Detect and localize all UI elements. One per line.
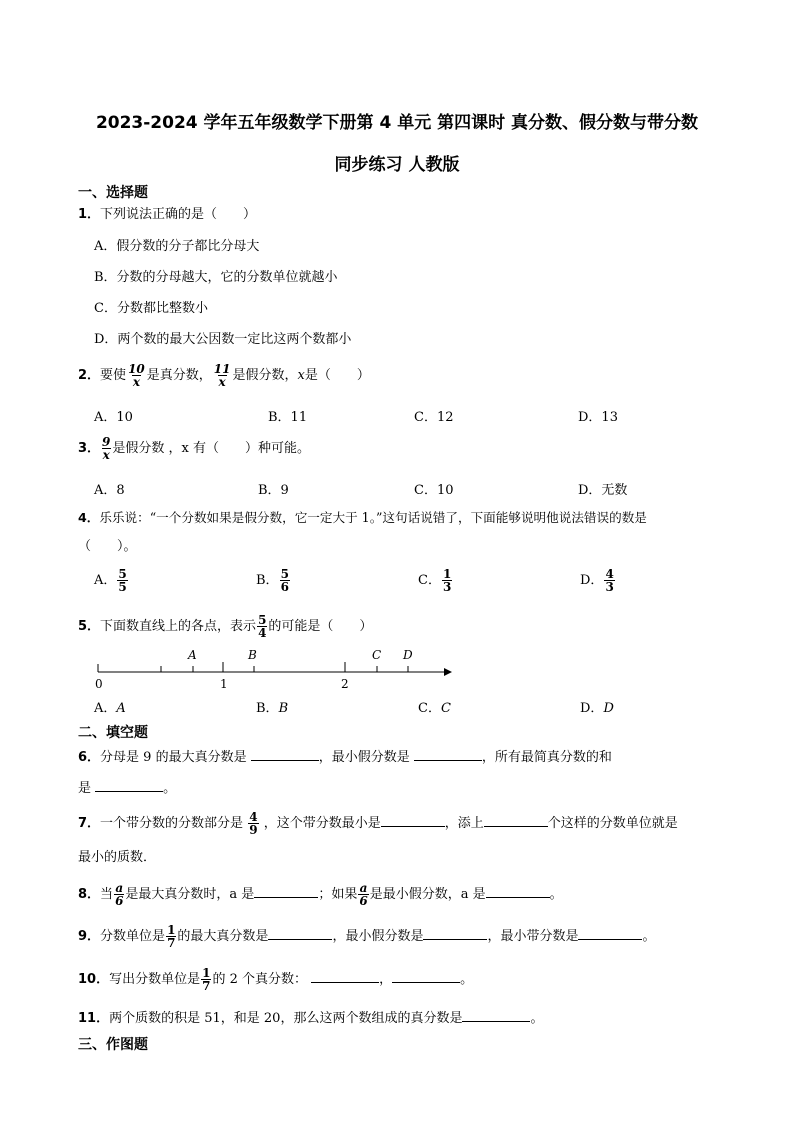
numerator: 1 bbox=[202, 966, 211, 980]
question-text: 分母是 9 的最大真分数是 bbox=[100, 750, 247, 765]
fraction bbox=[358, 882, 368, 907]
tick-label-2: 2 bbox=[341, 677, 349, 691]
q4-option-b[interactable] bbox=[256, 568, 291, 593]
numerator: 4 bbox=[249, 810, 258, 824]
denominator: 9 bbox=[249, 823, 258, 837]
answer-blank[interactable] bbox=[423, 927, 487, 940]
question-text: 的可能是（ ） bbox=[268, 619, 373, 634]
q2-option-c[interactable]: C．12 bbox=[414, 410, 454, 425]
numerator: 1 bbox=[442, 567, 452, 581]
question-text: 是假分数 ，x 有（ ）种可能。 bbox=[112, 441, 311, 456]
fraction bbox=[213, 363, 232, 388]
denominator: 7 bbox=[167, 936, 176, 950]
question-text: 要使 bbox=[100, 368, 127, 383]
option-value: B bbox=[278, 701, 289, 716]
option-value: C bbox=[440, 701, 451, 716]
question-4 bbox=[78, 509, 647, 527]
numerator: 5 bbox=[258, 613, 267, 627]
question-text: 。 bbox=[163, 781, 177, 796]
question-7 bbox=[78, 809, 678, 839]
q5-option-c[interactable] bbox=[418, 697, 451, 716]
q4-option-c[interactable] bbox=[418, 568, 453, 593]
denominator: 6 bbox=[359, 894, 368, 908]
q5-option-b[interactable] bbox=[256, 697, 288, 716]
q3-option-c[interactable]: C．10 bbox=[414, 483, 454, 498]
numerator: 11 bbox=[213, 362, 231, 376]
question-text: 。 bbox=[549, 887, 563, 902]
question-number: 10． bbox=[78, 972, 110, 987]
question-text: 个这样的分数单位就是 bbox=[547, 816, 678, 831]
denominator: x bbox=[218, 375, 226, 389]
q5-option-a[interactable] bbox=[94, 697, 126, 716]
denominator: x bbox=[102, 448, 110, 462]
numerator: 4 bbox=[605, 567, 614, 581]
question-text: 一个带分数的分数部分是 bbox=[100, 816, 244, 831]
q5-option-d[interactable] bbox=[580, 697, 614, 716]
point-label-c: C bbox=[372, 648, 382, 662]
question-text: 是（ ） bbox=[304, 368, 370, 383]
question-text: ，添上 bbox=[444, 816, 484, 831]
numerator: 10 bbox=[128, 362, 145, 376]
question-6 bbox=[78, 748, 612, 767]
question-text: 当 bbox=[100, 887, 114, 902]
option-label: B． bbox=[256, 573, 279, 588]
option-value: A bbox=[116, 701, 126, 716]
question-text: ，最小带分数是 bbox=[487, 929, 579, 944]
point-label-b: B bbox=[248, 648, 257, 662]
question-number: 3． bbox=[78, 441, 101, 456]
answer-blank[interactable] bbox=[414, 748, 482, 761]
q4-option-a[interactable] bbox=[94, 568, 129, 593]
fraction bbox=[114, 882, 124, 907]
point-label-d: D bbox=[403, 648, 413, 662]
question-text: ，最小假分数是 bbox=[332, 929, 424, 944]
question-number: 5． bbox=[78, 619, 101, 634]
fraction bbox=[101, 436, 111, 461]
q1-option-a[interactable]: A．假分数的分子都比分母大 bbox=[94, 239, 260, 254]
option-value: D bbox=[603, 701, 614, 716]
question-text: 。 bbox=[460, 972, 474, 987]
q2-option-b[interactable]: B．11 bbox=[268, 410, 308, 425]
question-text: ，这个带分数最小是 bbox=[263, 816, 381, 831]
question-1 bbox=[78, 206, 256, 224]
q1-option-b[interactable]: B．分数的分母越大，它的分数单位就越小 bbox=[94, 270, 338, 285]
question-number: 7． bbox=[78, 816, 101, 831]
numerator: 5 bbox=[280, 567, 289, 581]
denominator: 6 bbox=[280, 580, 289, 594]
answer-blank[interactable] bbox=[251, 748, 319, 761]
question-number: 8． bbox=[78, 887, 101, 902]
question-11 bbox=[78, 1009, 543, 1028]
fraction bbox=[117, 568, 127, 593]
answer-blank[interactable] bbox=[381, 814, 445, 827]
question-text: 。 bbox=[530, 1011, 544, 1026]
fraction bbox=[442, 568, 452, 593]
q2-option-a[interactable]: A．10 bbox=[94, 410, 133, 425]
fraction bbox=[604, 568, 614, 593]
fraction bbox=[280, 568, 290, 593]
variable: x bbox=[297, 368, 305, 383]
option-label: A． bbox=[94, 701, 117, 716]
question-text: 写出分数单位是 bbox=[109, 972, 201, 987]
denominator: 4 bbox=[258, 626, 267, 640]
question-text: ， bbox=[379, 972, 393, 987]
answer-blank[interactable] bbox=[578, 927, 642, 940]
answer-blank[interactable] bbox=[392, 970, 460, 983]
numerator: 9 bbox=[102, 435, 111, 449]
q3-option-b[interactable]: B．9 bbox=[258, 483, 289, 498]
question-text: 是 bbox=[78, 781, 92, 796]
number-line bbox=[90, 644, 460, 692]
answer-blank[interactable] bbox=[95, 779, 163, 792]
question-text: 是假分数， bbox=[232, 368, 298, 383]
page-title: 2023-2024 学年五年级数学下册第 4 单元 第四课时 真分数、假分数与带分数 bbox=[95, 113, 699, 133]
fraction bbox=[248, 811, 258, 836]
question-text: 是最大真分数时，a 是 bbox=[125, 887, 255, 902]
question-text: 下列说法正确的是（ ） bbox=[100, 207, 257, 222]
question-10 bbox=[78, 965, 473, 995]
option-label: D． bbox=[580, 573, 604, 588]
denominator: 6 bbox=[115, 894, 124, 908]
section-heading-choice: 一、选择题 bbox=[78, 185, 148, 201]
option-label: C． bbox=[418, 573, 441, 588]
question-text: ；如果 bbox=[318, 887, 358, 902]
question-5 bbox=[78, 612, 372, 642]
question-7-cont: 最小的质数． bbox=[78, 850, 157, 865]
fraction bbox=[201, 967, 211, 992]
section-heading-draw: 三、作图题 bbox=[78, 1037, 148, 1053]
answer-blank[interactable] bbox=[486, 885, 550, 898]
fraction bbox=[127, 363, 146, 388]
q4-option-d[interactable] bbox=[580, 568, 616, 593]
question-number: 1． bbox=[78, 207, 101, 222]
question-number: 2． bbox=[78, 368, 101, 383]
q2-option-d[interactable]: D．13 bbox=[578, 410, 618, 425]
numerator: 5 bbox=[118, 567, 127, 581]
question-number: 6． bbox=[78, 750, 101, 765]
question-text: 。 bbox=[642, 929, 656, 944]
tick-label-1: 1 bbox=[220, 677, 228, 691]
answer-blank[interactable] bbox=[268, 927, 332, 940]
denominator: x bbox=[132, 375, 140, 389]
question-text: 分数单位是 bbox=[100, 929, 166, 944]
question-text: 的 2 个真分数： bbox=[212, 972, 308, 987]
tick-label-0: 0 bbox=[95, 677, 103, 691]
question-text: ，最小假分数是 bbox=[318, 750, 410, 765]
question-8 bbox=[78, 880, 563, 910]
question-6-cont bbox=[78, 779, 176, 798]
question-2 bbox=[78, 361, 370, 391]
q3-option-a[interactable]: A．8 bbox=[94, 483, 125, 498]
denominator: 7 bbox=[202, 979, 211, 993]
denominator: 5 bbox=[118, 580, 127, 594]
answer-blank[interactable] bbox=[462, 1009, 530, 1022]
question-4-cont: （ ）。 bbox=[78, 539, 137, 554]
question-text: 乐乐说：“一个分数如果是假分数，它一定大于 1。”这句话说错了，下面能够说明他说法错误的数是 bbox=[99, 510, 647, 525]
question-number: 4． bbox=[78, 510, 100, 525]
fraction bbox=[257, 614, 267, 639]
option-label: A． bbox=[94, 573, 117, 588]
q1-option-d[interactable]: D．两个数的最大公因数一定比这两个数都小 bbox=[94, 332, 352, 347]
denominator: 3 bbox=[605, 580, 614, 594]
numerator: 1 bbox=[167, 923, 176, 937]
q3-option-d[interactable]: D．无数 bbox=[578, 483, 628, 498]
question-text: 下面数直线上的各点，表示 bbox=[100, 619, 257, 634]
numerator: a bbox=[115, 881, 124, 895]
point-label-a: A bbox=[188, 648, 197, 662]
answer-blank[interactable] bbox=[311, 970, 379, 983]
page-subtitle: 同步练习 人教版 bbox=[334, 155, 460, 175]
numerator: a bbox=[359, 881, 368, 895]
question-number: 11． bbox=[78, 1011, 110, 1026]
option-label: C． bbox=[418, 701, 441, 716]
question-text: ，所有最简真分数的和 bbox=[481, 750, 612, 765]
option-label: D． bbox=[580, 701, 604, 716]
question-9 bbox=[78, 922, 655, 952]
question-3 bbox=[78, 434, 310, 464]
arrow-head-icon bbox=[444, 668, 452, 676]
q1-option-c[interactable]: C．分数都比整数小 bbox=[94, 301, 208, 316]
answer-blank[interactable] bbox=[254, 885, 318, 898]
denominator: 3 bbox=[442, 580, 452, 594]
answer-blank[interactable] bbox=[484, 814, 548, 827]
question-text: 两个质数的积是 51，和是 20，那么这两个数组成的真分数是 bbox=[109, 1011, 463, 1026]
section-heading-fill: 二、填空题 bbox=[78, 725, 148, 741]
question-text: 的最大真分数是 bbox=[177, 929, 269, 944]
question-number: 9． bbox=[78, 929, 101, 944]
option-label: B． bbox=[256, 701, 279, 716]
fraction bbox=[166, 924, 176, 949]
question-text: 是真分数， bbox=[146, 368, 212, 383]
question-text: 是最小假分数，a 是 bbox=[369, 887, 486, 902]
